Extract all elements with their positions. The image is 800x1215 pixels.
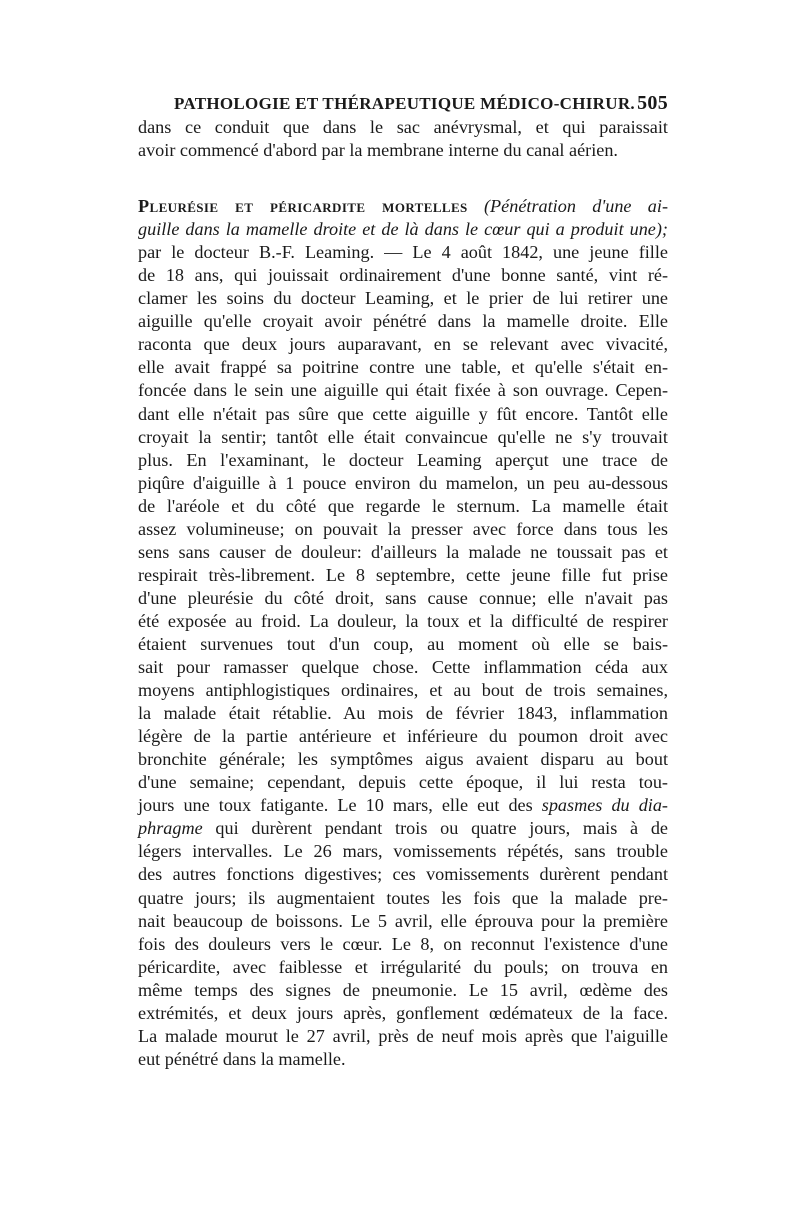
text-line: fois des douleurs vers le cœur. Le 8, on reconnut l'existence d'une xyxy=(138,933,668,954)
text-span: jours une toux fatigante. Le 10 mars, elle eut des xyxy=(138,795,533,816)
text-line: dans ce conduit que dans le sac anévrysmal, et qui paraissait xyxy=(138,117,668,137)
text-line: eut pénétré dans la mamelle. xyxy=(138,1048,346,1069)
text-line: elle avait frappé sa poitrine contre une table, et qu'elle s'était en- xyxy=(138,357,668,378)
text-line: légers intervalles. Le 26 mars, vomissements répétés, sans trouble xyxy=(138,841,668,862)
text-line: de l'aréole et du côté que regarde le sternum. La mamelle était xyxy=(138,495,668,516)
article-title: Pleurésie et péricardite mortelles xyxy=(138,196,468,217)
text-line: d'une pleurésie du côté droit, sans cause connue; elle n'avait pas xyxy=(138,587,668,608)
text-line: même temps des signes de pneumonie. Le 15 avril, œdème des xyxy=(138,979,668,1000)
text-line: péricardite, avec faiblesse et irrégularité du pouls; on trouva en xyxy=(138,956,668,977)
article-subtitle-start: (Pénétration d'une ai- xyxy=(484,196,669,217)
text-line: piqûre d'aiguille à 1 pouce environ du mamelon, un peu au-dessous xyxy=(138,472,668,493)
text-line xyxy=(138,794,668,817)
text-line xyxy=(138,817,668,840)
text-span: qui durèrent pendant trois ou quatre jours, mais à de xyxy=(215,818,668,839)
text-line: foncée dans le sein une aiguille qui était fixée à son ouvrage. Cepen- xyxy=(138,380,668,401)
text-line: assez volumineuse; on pouvait la presser avec force dans tous les xyxy=(138,518,668,539)
text-line: plus. En l'examinant, le docteur Leaming aperçut une trace de xyxy=(138,449,668,470)
article-heading-line xyxy=(138,195,668,218)
article-subtitle-end: guille dans la mamelle droite et de là dans le cœur qui a produit une); xyxy=(138,219,668,240)
text-line: des autres fonctions digestives; ces vomissements durèrent pendant xyxy=(138,864,668,885)
text-line: sens sans causer de douleur: d'ailleurs la malade ne toussait pas et xyxy=(138,541,668,562)
text-line: dant elle n'était pas sûre que cette aiguille y fût encore. Tantôt elle xyxy=(138,403,668,424)
text-line: de 18 ans, qui jouissait ordinairement d'une bonne santé, vint ré- xyxy=(138,265,668,286)
text-line: croyait la sentir; tantôt elle était convaincue qu'elle ne s'y trouvait xyxy=(138,426,668,447)
page-number: 505 xyxy=(637,92,668,114)
text-line: par le docteur B.-F. Leaming. — Le 4 août 1842, une jeune fille xyxy=(138,242,668,263)
section-gap xyxy=(138,162,668,195)
text-line: clamer les soins du docteur Leaming, et le prier de lui retirer une xyxy=(138,288,668,309)
text-line: quatre jours; ils augmentaient toutes les fois que la malade pre- xyxy=(138,887,668,908)
text-line: La malade mourut le 27 avril, près de neuf mois après que l'aiguille xyxy=(138,1025,668,1046)
text-line: avoir commencé d'abord par la membrane interne du canal aérien. xyxy=(138,140,618,161)
italic-term: phragme xyxy=(138,818,203,839)
text-line: légère de la partie antérieure et inférieure du poumon droit avec xyxy=(138,726,668,747)
text-line: moyens antiphlogistiques ordinaires, et au bout de trois semaines, xyxy=(138,680,668,701)
running-head xyxy=(174,92,668,116)
text-line: aiguille qu'elle croyait avoir pénétré dans la mamelle droite. Elle xyxy=(138,311,668,332)
article-paragraph xyxy=(138,195,668,1071)
text-line: raconta que deux jours auparavant, en se relevant avec vivacité, xyxy=(138,334,668,355)
text-line: extrémités, et deux jours après, gonflement œdémateux de la face. xyxy=(138,1002,668,1023)
text-line: nait beaucoup de boissons. Le 5 avril, elle éprouva pour la première xyxy=(138,910,668,931)
text-line: étaient survenues tout d'un coup, au moment où elle se bais- xyxy=(138,633,668,654)
book-page xyxy=(138,92,668,1071)
text-line: sait pour ramasser quelque chose. Cette inflammation céda aux xyxy=(138,657,668,678)
text-line: bronchite générale; les symptômes aigus avaient disparu au bout xyxy=(138,749,668,770)
text-line: la malade était rétablie. Au mois de février 1843, inflammation xyxy=(138,703,668,724)
italic-term: spasmes du dia- xyxy=(541,795,668,816)
running-head-title: PATHOLOGIE ET THÉRAPEUTIQUE MÉDICO-CHIRUR. xyxy=(174,94,635,113)
text-line: été exposée au froid. La douleur, la toux et la difficulté de respirer xyxy=(138,610,668,631)
text-line: respirait très-librement. Le 8 septembre, cette jeune fille fut prise xyxy=(138,564,668,585)
text-line: d'une semaine; cependant, depuis cette époque, il lui resta tou- xyxy=(138,772,668,793)
opening-paragraph xyxy=(138,116,668,162)
